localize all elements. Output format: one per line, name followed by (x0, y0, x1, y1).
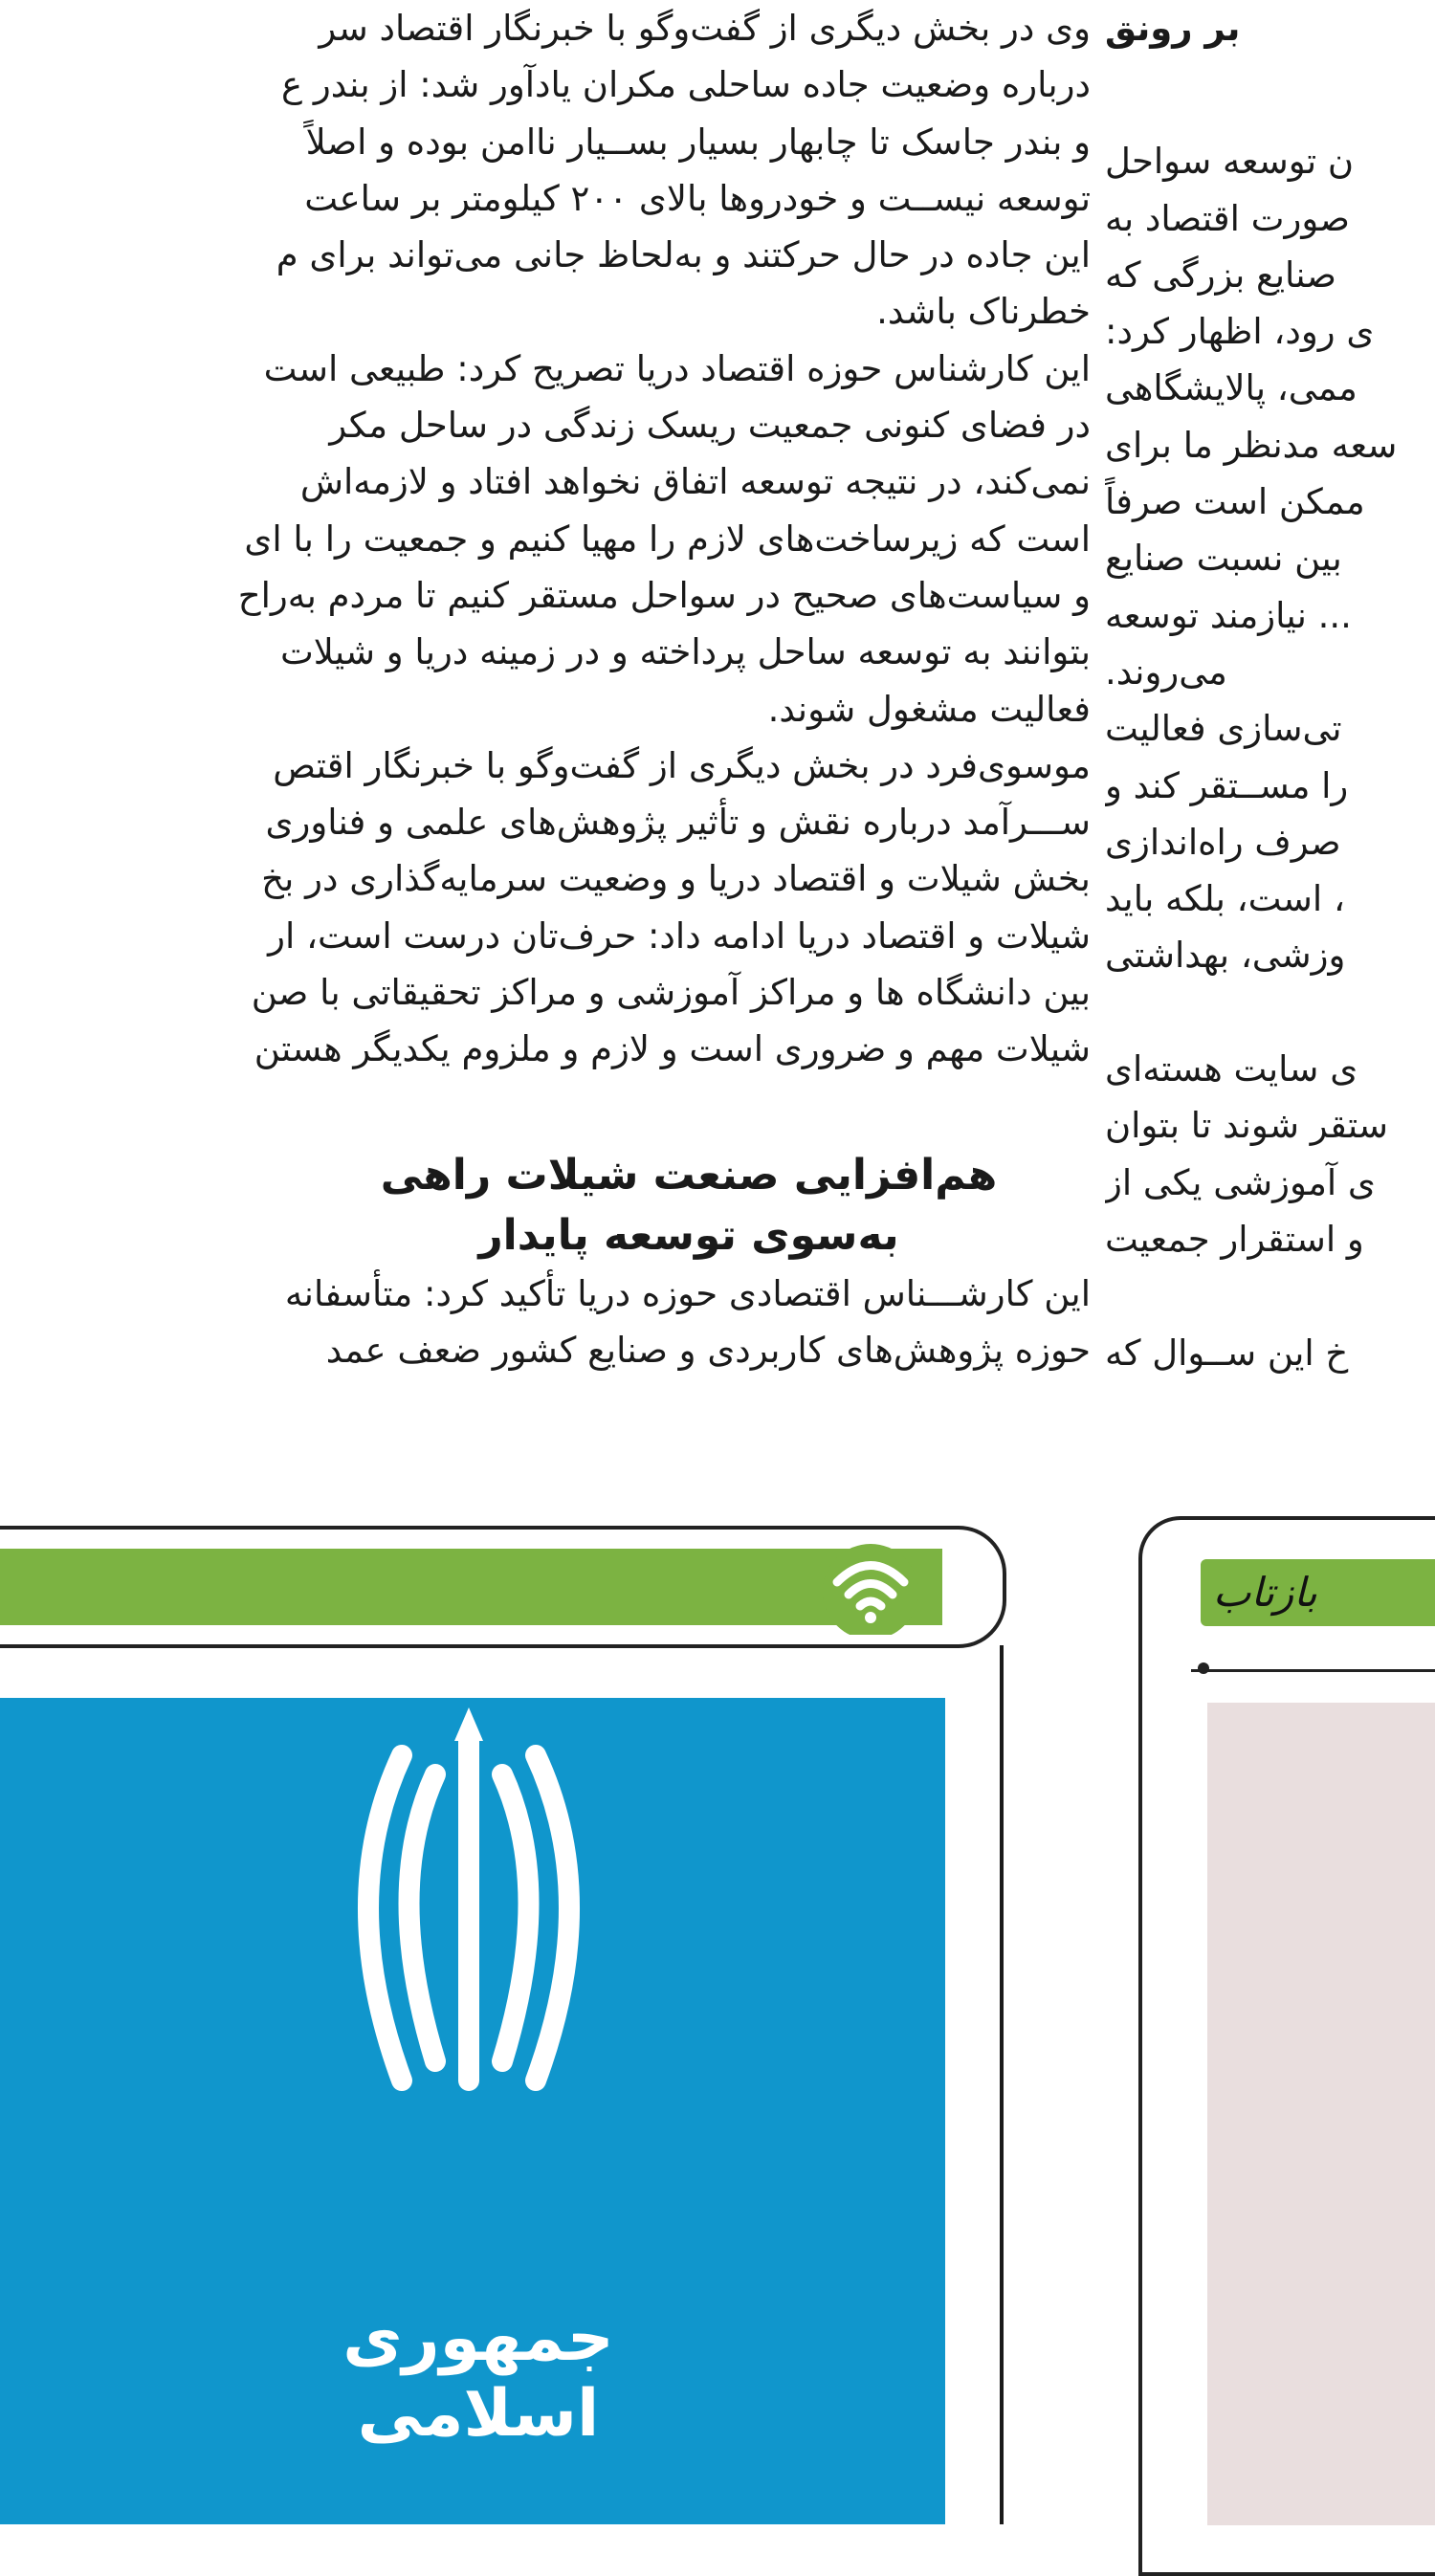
article-text-line: ، است، بلکه باید (1105, 878, 1345, 920)
sidebar-rule-dot (1198, 1662, 1209, 1674)
article-text-line: شیلات مهم و ضروری است و لازم و ملزوم یکدیگر هستن (254, 1028, 1091, 1070)
article-text-line: و سیاست‌های صحیح در سواحل مستقر کنیم تا مردم به‌راح (237, 574, 1091, 616)
article-text-line: و بندر جاسک تا چابهار بسیار بســیار ناامن بوده و اصلاً (305, 121, 1091, 163)
article-text-line: این کارشناس حوزه اقتصاد دریا تصریح کرد: طبیعی است (263, 347, 1091, 389)
article-left-column (0, 0, 1100, 1416)
article-text-line: بین نسبت صنایع (1105, 538, 1342, 580)
article-text-line: می‌روند. (1105, 650, 1227, 693)
article-text-line: صنایع بزرگی که (1105, 253, 1336, 296)
article-text-line (1105, 984, 1435, 1041)
article-text-line: را مســتقر کند و (1105, 764, 1349, 806)
article-text-line: شیلات و اقتصاد دریا ادامه داد: حرف‌تان درست است، ار (268, 914, 1091, 957)
article-text-line: فعالیت مشغول شوند. (767, 688, 1091, 730)
article-text-line: ی سایت هسته‌ای (1105, 1048, 1358, 1090)
sidebar-photo (1207, 1703, 1435, 2525)
article-text-line: تی‌سازی فعالیت (1105, 708, 1342, 750)
right-column-title: بر رونق (1105, 8, 1241, 49)
article-text-line: توسعه نیســت و خودروها بالای ۲۰۰ کیلومتر بر ساعت (304, 177, 1091, 219)
article-text-line: ی آموزشی یکی از (1105, 1161, 1376, 1203)
heading-line-2: به‌سوی توسعه پایدار (478, 1210, 899, 1260)
article-text-line: است که زیرساخت‌های لازم را مهیا کنیم و جمعیت را با ای (244, 517, 1091, 560)
article-text-line: بتوانند به توسعه ساحل پرداخته و در زمینه دریا و شیلات (279, 631, 1091, 673)
sidebar-rule (1191, 1669, 1435, 1672)
ribbon-frame (0, 1526, 1006, 1648)
article-text-line: وزشی، بهداشتی (1105, 935, 1346, 977)
emblem-caption: جمهوری اسلامی (342, 2301, 614, 2452)
left-column-paragraphs-bottom (0, 1266, 1100, 1379)
article-text-line: ســـرآمد درباره نقش و تأثیر پژوهش‌های علمی و فناوری (265, 802, 1091, 844)
article-text-line: صورت اقتصاد به (1105, 197, 1350, 239)
section-heading (277, 1145, 1100, 1266)
article-text-line: سعه مدنظر ما برای (1105, 424, 1398, 466)
article-text-line: صرف راه‌اندازی (1105, 821, 1341, 863)
article-text-line: ن توسعه سواحل (1105, 141, 1355, 183)
article-text-line (1105, 1267, 1435, 1324)
article-text-line: خطرناک باشد. (876, 291, 1091, 333)
article-text-line: وی در بخش دیگری از گفت‌وگو با خبرنگار اقتصاد سر (319, 8, 1091, 49)
article-text-line: ستقر شوند تا بتوان (1105, 1105, 1389, 1147)
news-image (0, 1698, 945, 2524)
article-text-line: بین دانشگاه ها و مراکز آموزشی و مراکز تحقیقاتی با صن (251, 972, 1091, 1014)
right-column-lines (1105, 133, 1435, 1381)
article-text-line: این جاده در حال حرکتند و به‌لحاظ جانی می‌تواند برای م (276, 234, 1091, 276)
article-right-column (1105, 0, 1435, 1416)
article-text-line: در فضای کنونی جمعیت ریسک زندگی در ساحل مکر (329, 405, 1091, 447)
article-text-line: درباره وضعیت جاده ساحلی مکران یادآور شد: از بندر ع (281, 64, 1091, 106)
left-column-paragraphs-top (0, 0, 1100, 1078)
green-ribbon (0, 1549, 942, 1625)
article-text-line: ممکن است صرفاً (1105, 481, 1365, 523)
article-text-line: و استقرار جمعیت (1105, 1218, 1364, 1260)
article-text-line: موسوی‌فرد در بخش دیگری از گفت‌وگو با خبرنگار اقتص (273, 744, 1091, 786)
article-text-line: این کارشـــناس اقتصادی حوزه دریا تأکید کرد: متأسفانه (284, 1272, 1091, 1314)
article-text-line: بخش شیلات و اقتصاد دریا و وضعیت سرمایه‌گذاری در بخ (261, 858, 1091, 900)
article-text-line: ممی، پالایشگاهی (1105, 367, 1358, 409)
article-text-line: ی رود، اظهار کرد: (1105, 311, 1375, 353)
article-text-line: خ این ســوال که (1105, 1332, 1349, 1374)
column-divider (1000, 1645, 1004, 2524)
emblem-icon (325, 1698, 612, 2109)
wifi-icon (818, 1539, 923, 1635)
article-text-line: نمی‌کند، در نتیجه توسعه اتفاق نخواهد افتاد و لازمه‌اش (299, 461, 1091, 503)
sidebar-label: بازتاب (1213, 1569, 1317, 1616)
article-text-line: ... نیازمند توسعه (1105, 594, 1352, 636)
heading-line-1: هم‌افزایی صنعت شیلات راهی (380, 1150, 998, 1200)
article-text-line: حوزه پژوهش‌های کاربردی و صنایع کشور ضعف عمد (325, 1329, 1091, 1371)
